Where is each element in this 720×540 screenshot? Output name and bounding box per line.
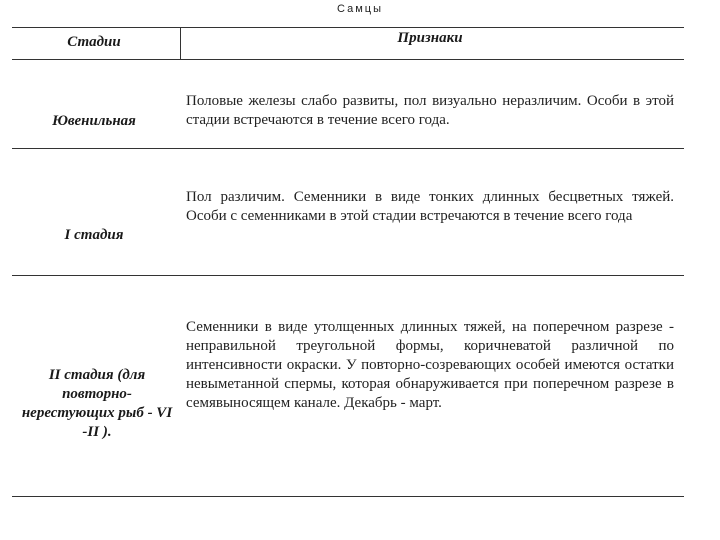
header-bottom-border bbox=[12, 59, 684, 60]
header-signs: Признаки bbox=[397, 30, 463, 46]
header-column-divider bbox=[180, 27, 181, 59]
stage-2: II стадия (для повторно-нерестующих рыб - VI -II ). bbox=[21, 367, 173, 440]
stage-juvenile: Ювенильная bbox=[52, 113, 136, 129]
table-bottom-border bbox=[12, 496, 684, 497]
row-divider-1 bbox=[12, 148, 684, 149]
row-divider-2 bbox=[12, 275, 684, 276]
signs-juvenile: Половые железы слабо развиты, пол визуально неразличим. Особи в этой стадии встречаются в течение всего года. bbox=[186, 93, 674, 128]
header-stages: Стадии bbox=[67, 34, 121, 50]
stage-1: I стадия bbox=[64, 227, 124, 243]
table-top-border bbox=[12, 27, 684, 28]
signs-stage-2: Семенники в виде утолщенных длинных тяжей, на поперечном разрезе - неправильной треугольной формы, коричневатой различной по интенсивности окраски. У повторно-созревающих особей имеются остатки невыметанной спермы, которая обнаруживается при поперечном разрезе в семявыносящем канале. Декабрь - март. bbox=[186, 319, 674, 411]
signs-stage-1: Пол различим. Семенники в виде тонких длинных бесцветных тяжей. Особи с семенниками в этой стадии встречаются в течение всего года bbox=[186, 189, 674, 224]
table-caption: Самцы bbox=[337, 3, 383, 15]
